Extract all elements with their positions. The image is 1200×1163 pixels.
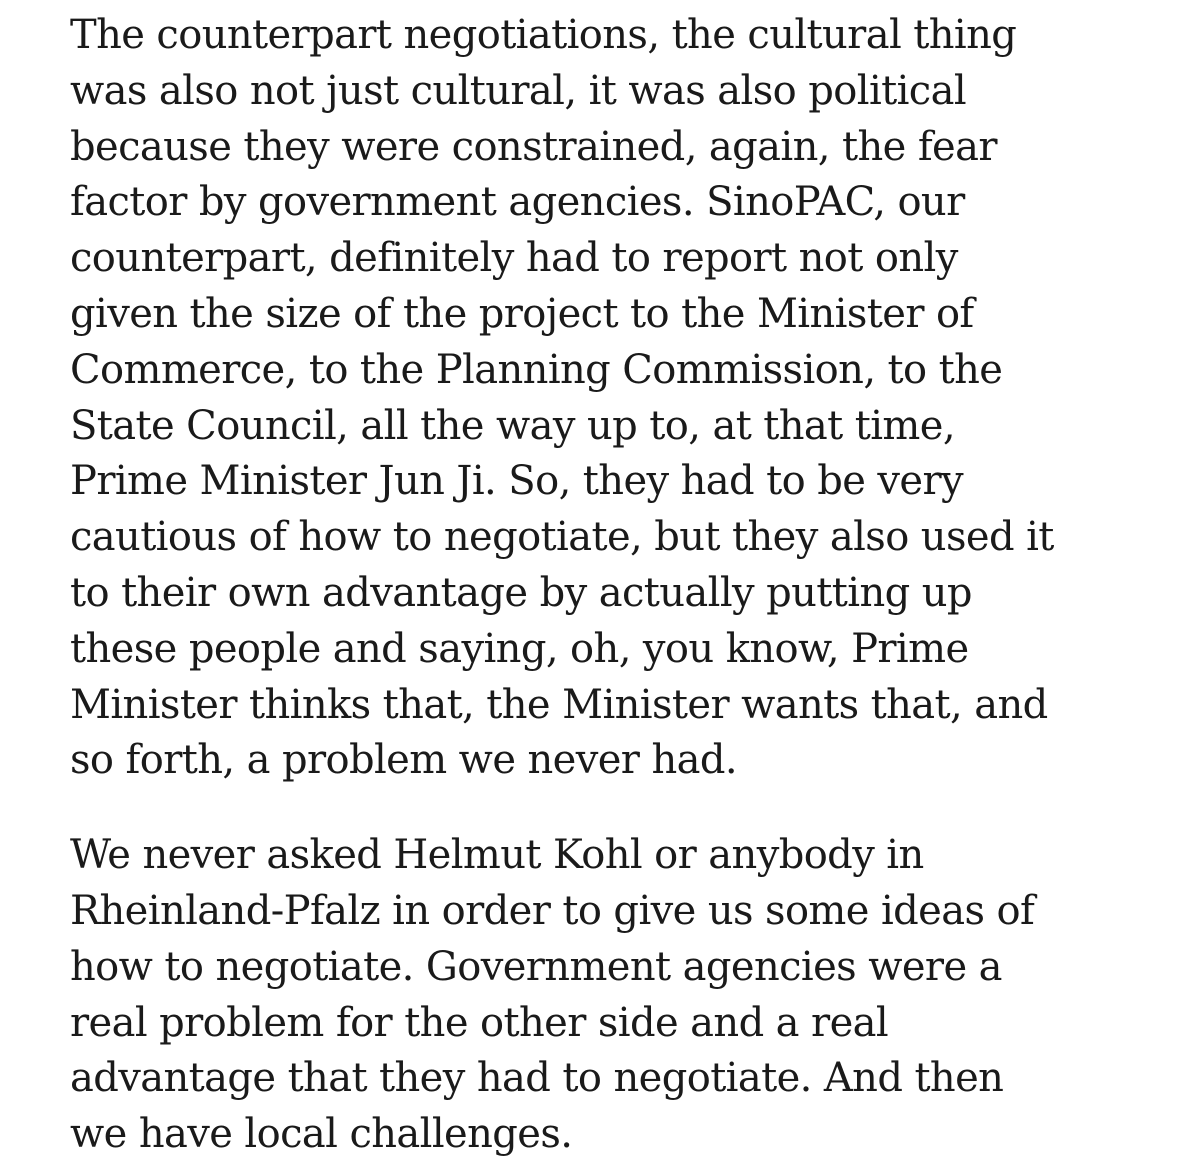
text-line: real problem for the other side and a real (70, 999, 889, 1046)
text-line: Prime Minister Jun Ji. So, they had to be very (70, 458, 964, 505)
text-line: The counterpart negotiations, the cultural thing (70, 12, 1017, 58)
text-line: Commerce, to the Planning Commission, to the (70, 346, 1003, 393)
text-line: we have local challenges. (70, 1111, 573, 1158)
text-line: given the size of the project to the Minister of (70, 290, 974, 337)
text-line: so forth, a problem we never had. (70, 737, 737, 784)
text-line: because they were constrained, again, the fear (70, 123, 997, 170)
text-line: these people and saying, oh, you know, Prime (70, 625, 969, 672)
text-line: State Council, all the way up to, at that time, (70, 402, 955, 449)
text-line: Rheinland-Pfalz in order to give us some ideas of (70, 887, 1035, 934)
text-line: to their own advantage by actually putting up (70, 569, 972, 616)
text-line: Minister thinks that, the Minister wants that, and (70, 681, 1048, 728)
text-line: factor by government agencies. SinoPAC, our (70, 179, 965, 226)
paragraph-1 (70, 8, 1170, 789)
text-line: cautious of how to negotiate, but they also used it (70, 514, 1054, 561)
text-line: how to negotiate. Government agencies were a (70, 943, 1002, 990)
paragraph-2 (70, 828, 1170, 1163)
text-line: was also not just cultural, it was also political (70, 67, 967, 114)
article-body (70, 8, 1170, 1163)
text-line: counterpart, definitely had to report not only (70, 235, 958, 282)
text-line: We never asked Helmut Kohl or anybody in (70, 832, 924, 879)
text-line: advantage that they had to negotiate. And then (70, 1055, 1004, 1102)
